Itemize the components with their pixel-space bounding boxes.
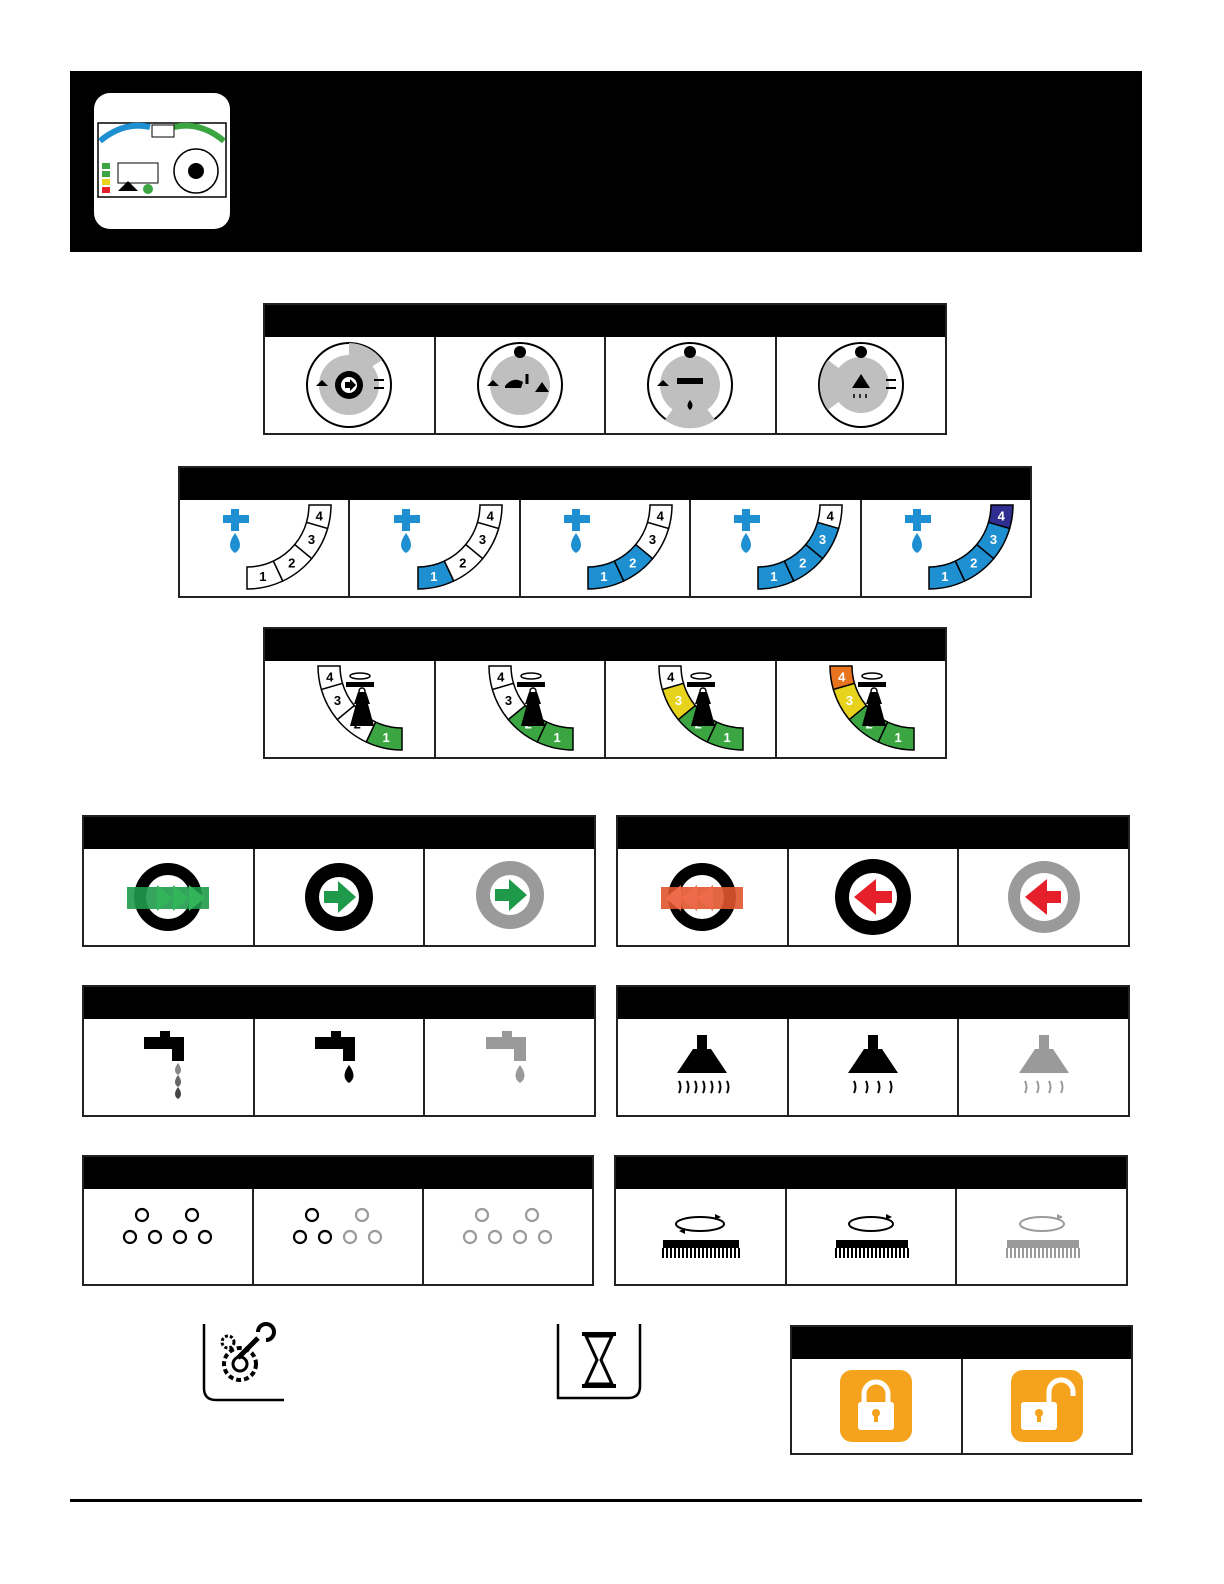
vacuum-max-icon <box>667 1027 737 1107</box>
gauge-tick-label: 1 <box>600 569 608 585</box>
gauge-tick-label: 2 <box>629 555 637 571</box>
faucet-triple-drop-icon <box>138 1027 198 1107</box>
forward-on-icon <box>294 857 384 937</box>
table-header <box>84 1157 592 1189</box>
table-header <box>792 1327 1131 1359</box>
forward-blinking-cell <box>84 849 253 945</box>
reverse-on-icon <box>828 855 918 939</box>
gauge-tick-label: 4 <box>827 508 835 524</box>
pressure-dots-cell <box>422 1189 592 1284</box>
gauge-tick-label: 4 <box>486 508 494 524</box>
brush-on-cell <box>785 1189 956 1284</box>
faucet-drop-icon <box>309 1027 369 1107</box>
gauge-tick-label: 3 <box>478 532 486 548</box>
brush-pressure-cell <box>434 661 605 757</box>
gauge-tick-label: 2 <box>799 555 807 571</box>
pressure-dots-cell <box>252 1189 422 1284</box>
faucet-icon <box>564 509 590 531</box>
water-drop-icon <box>741 533 751 553</box>
brush-table <box>614 1155 1128 1286</box>
forward-off-cell <box>423 849 594 945</box>
water-flow-gauge-icon <box>891 503 1005 593</box>
vacuum-on-cell <box>787 1019 958 1115</box>
forward-blinking-icon <box>123 857 213 937</box>
lock-table <box>790 1325 1133 1455</box>
pressure-dots-partial-icon <box>288 1197 388 1277</box>
lock-closed-cell <box>792 1359 961 1453</box>
water-flow-cell <box>860 500 1030 596</box>
gauge-tick-label: 1 <box>723 730 731 746</box>
gauge-tick-label: 1 <box>429 569 438 585</box>
reverse-blinking-cell <box>618 849 787 945</box>
water-flow-table <box>178 466 1032 598</box>
brush-pressure-gauge-icon <box>806 664 916 754</box>
gauge-tick-label: 3 <box>675 693 683 709</box>
reverse-on-cell <box>787 849 958 945</box>
gauge-tick-label: 4 <box>997 508 1005 524</box>
table-header <box>618 817 1128 849</box>
brush-pressure-cell <box>604 661 775 757</box>
table-header <box>84 987 594 1019</box>
gauge-tick-label: 1 <box>770 569 778 585</box>
table-header <box>84 817 594 849</box>
gauge-tick-label: 4 <box>837 669 846 685</box>
mode-dial-cell <box>265 337 434 433</box>
water-flow-cell <box>689 500 859 596</box>
gauge-tick-label: 4 <box>315 508 324 524</box>
solution-high-cell <box>84 1019 253 1115</box>
brush-rotating-double-icon <box>655 1202 745 1272</box>
gauge-tick-label: 3 <box>845 693 853 709</box>
mode-dial-cell <box>775 337 946 433</box>
lock-open-icon <box>1009 1368 1085 1444</box>
faucet-icon <box>223 509 249 531</box>
header-banner <box>70 71 1142 252</box>
gauge-tick-label: 1 <box>553 730 561 746</box>
table-header <box>265 629 945 661</box>
water-drop-icon <box>912 533 922 553</box>
gauge-tick-label: 3 <box>308 532 316 548</box>
brush-rotating-icon <box>826 1202 916 1272</box>
pressure-dots-inactive-icon <box>458 1197 558 1277</box>
water-flow-gauge-icon <box>380 503 494 593</box>
mode-dial-icon <box>645 340 735 430</box>
forward-on-cell <box>253 849 424 945</box>
gauge-tick-label: 1 <box>941 569 949 585</box>
gauge-tick-label: 3 <box>989 532 997 548</box>
table-header <box>618 987 1128 1019</box>
gauge-tick-label: 3 <box>648 532 657 548</box>
reverse-blinking-icon <box>657 857 747 937</box>
brush-pressure-gauge-icon <box>635 664 745 754</box>
vacuum-high-cell <box>618 1019 787 1115</box>
reverse-off-cell <box>957 849 1128 945</box>
solution-off-cell <box>423 1019 594 1115</box>
hourglass-icon <box>556 1322 642 1402</box>
pressure-dots-full-icon <box>118 1197 218 1277</box>
service-wrench-gear-icon <box>200 1322 286 1402</box>
gauge-tick-label: 1 <box>259 569 267 585</box>
mode-dial-icon <box>816 340 906 430</box>
water-drop-icon <box>230 533 240 553</box>
faucet-icon <box>394 509 420 531</box>
forward-inactive-icon <box>465 857 555 937</box>
brush-pressure-cell <box>265 661 434 757</box>
brush-pressure-gauge-icon <box>294 664 404 754</box>
solution-on-cell <box>253 1019 424 1115</box>
gauge-tick-label: 1 <box>894 730 902 746</box>
control-panel-display-icon <box>94 93 230 229</box>
mode-dial-cell <box>604 337 775 433</box>
brush-pressure-gauge-icon <box>465 664 575 754</box>
water-flow-cell <box>180 500 348 596</box>
reverse-inactive-icon <box>999 855 1089 939</box>
faucet-icon <box>734 509 760 531</box>
gauge-tick-label: 4 <box>326 669 334 685</box>
brush-pressure-cell <box>775 661 946 757</box>
gauge-tick-label: 2 <box>969 555 978 571</box>
gauge-tick-label: 3 <box>819 532 827 548</box>
footer-rule <box>70 1499 1142 1502</box>
brush-inactive-icon <box>997 1202 1087 1272</box>
brush-pressure-table <box>263 627 947 759</box>
forward-table <box>82 815 596 947</box>
water-flow-gauge-icon <box>209 503 324 593</box>
water-flow-cell <box>519 500 689 596</box>
faucet-drop-inactive-icon <box>480 1027 540 1107</box>
gauge-tick-label: 3 <box>504 693 512 709</box>
table-header <box>265 305 945 337</box>
pressure-dots-cell <box>84 1189 252 1284</box>
reverse-table <box>616 815 1130 947</box>
gauge-tick-label: 4 <box>656 508 664 524</box>
brush-off-cell <box>955 1189 1126 1284</box>
water-drop-icon <box>571 533 581 553</box>
vacuum-on-icon <box>838 1027 908 1107</box>
vacuum-table <box>616 985 1130 1117</box>
vacuum-inactive-icon <box>1009 1027 1079 1107</box>
mode-dial-icon <box>304 340 394 430</box>
mode-dial-icon <box>475 340 565 430</box>
mode-dial-table <box>263 303 947 435</box>
gauge-tick-label: 4 <box>667 669 675 685</box>
vacuum-off-cell <box>957 1019 1128 1115</box>
lock-open-cell <box>961 1359 1132 1453</box>
table-header <box>180 468 1030 500</box>
gauge-tick-label: 3 <box>334 693 342 709</box>
gauge-tick-label: 4 <box>496 669 505 685</box>
brush-high-cell <box>616 1189 785 1284</box>
water-flow-gauge-icon <box>720 503 835 593</box>
water-flow-cell <box>348 500 518 596</box>
gauge-tick-label: 2 <box>288 555 296 571</box>
gauge-tick-label: 1 <box>382 730 390 746</box>
mode-dial-cell <box>434 337 605 433</box>
solution-table <box>82 985 596 1117</box>
water-drop-icon <box>401 533 411 553</box>
gauge-tick-label: 2 <box>458 555 466 571</box>
water-flow-gauge-icon <box>550 503 664 593</box>
faucet-icon <box>905 509 931 531</box>
extra-pressure-table <box>82 1155 594 1286</box>
lock-closed-icon <box>838 1368 914 1444</box>
table-header <box>616 1157 1126 1189</box>
